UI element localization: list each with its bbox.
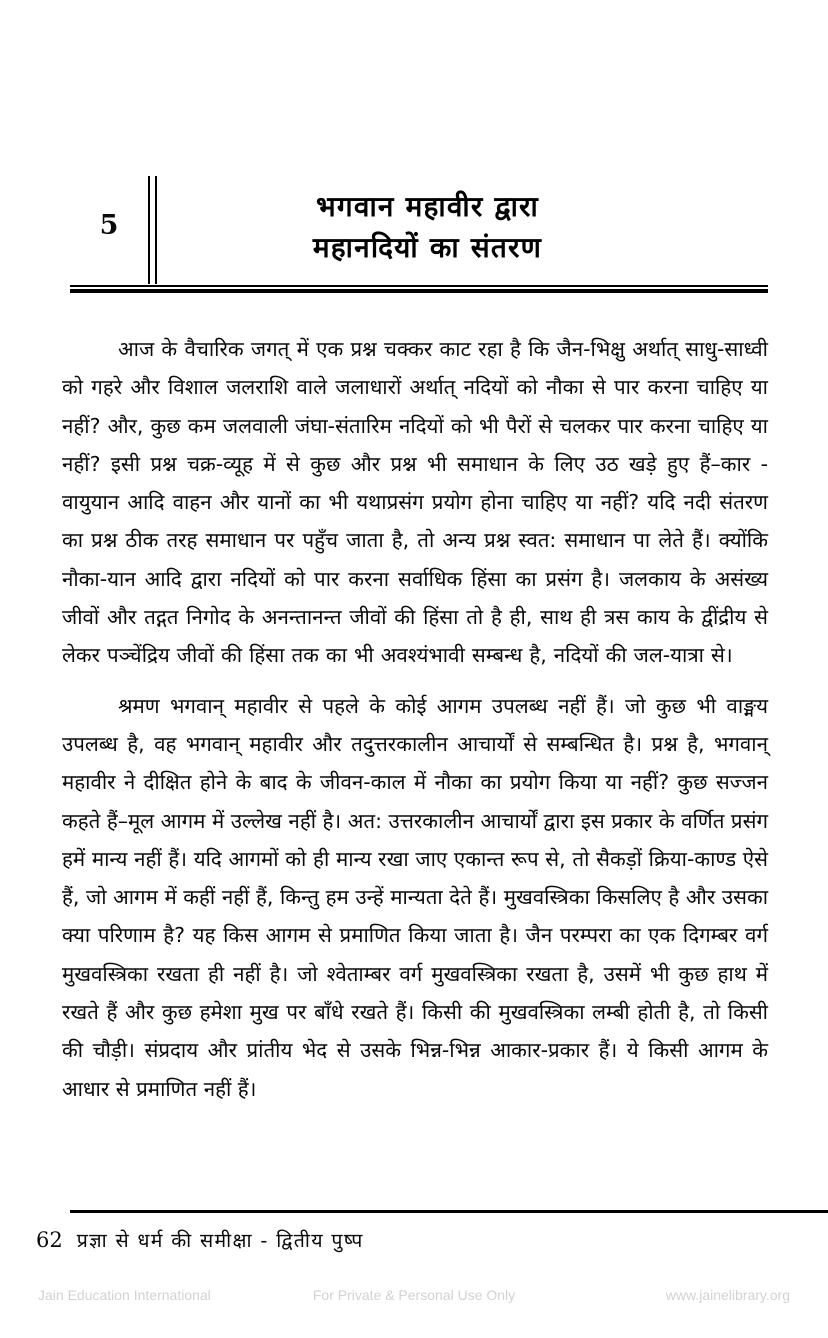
watermark-website[interactable]: www.jainelibrary.org — [665, 1287, 790, 1303]
footer-book-title: प्रज्ञा से धर्म की समीक्षा - द्वितीय पुष्प — [76, 1229, 364, 1252]
chapter-title-line-2: महानदियों का संतरण — [312, 231, 543, 264]
chapter-number: 5 — [99, 209, 119, 241]
watermark-organization: Jain Education International — [38, 1287, 211, 1303]
watermark-usage-notice: For Private & Personal Use Only — [312, 1287, 516, 1303]
chapter-header — [70, 172, 768, 284]
paragraph-2: श्रमण भगवान् महावीर से पहले के कोई आगम उपलब्ध नहीं हैं। जो कुछ भी वाङ्मय उपलब्ध है, वह भगवान् महावीर और तदुत्तरकालीन आचार्यों से सम्बन्धित है। प्रश्न है, भगवान् महावीर ने दीक्षित होने के बाद के जीवन-काल में नौका का प्रयोग किया या नहीं? कुछ सज्जन कहते हैं–मूल आगम में उल्लेख नहीं है। अत: उत्तरकालीन आचार्यों द्वारा इस प्रकार के वर्णित प्रसंग हमें मान्य नहीं हैं। यदि आगमों को ही मान्य रखा जाए एकान्त रूप से, तो सैकड़ों क्रिया-काण्ड ऐसे हैं, जो आगम में कहीं नहीं हैं, किन्तु हम उन्हें मान्यता देते हैं। मुखवस्त्रिका किसलिए है और उसका क्या परिणाम है? यह किस आगम से प्रमाणित किया जाता है। जैन परम्परा का एक दिगम्बर वर्ग मुखवस्त्रिका रखता ही नहीं है। जो श्वेताम्बर वर्ग मुखवस्त्रिका रखता है, उसमें भी कुछ हाथ में रखते हैं और कुछ हमेशा मुख पर बाँधे रखते हैं। किसी की मुखवस्त्रिका लम्बी होती है, तो किसी की चौड़ी। संप्रदाय और प्रांतीय भेद से उसके भिन्न-भिन्न आकार-प्रकार हैं। ये किसी आगम के आधार से प्रमाणित नहीं हैं। — [62, 693, 768, 1101]
body-text — [62, 330, 768, 1108]
footer-divider — [70, 1210, 828, 1213]
chapter-title-line-1: भगवान महावीर द्वारा — [316, 189, 539, 223]
chapter-title — [157, 172, 768, 284]
chapter-number-cell — [70, 172, 148, 284]
paragraph-1: आज के वैचारिक जगत् में एक प्रश्न चक्कर काट रहा है कि जैन-भिक्षु अर्थात् साधु-साध्वी को गहरे और विशाल जलराशि वाले जलाधारों अर्थात् नदियों को नौका से पार करना चाहिए या नहीं? और, कुछ कम जलवाली जंघा-संतारिम नदियों को भी पैरों से चलकर पार करना चाहिए या नहीं? इसी प्रश्न चक्र-व्यूह में से कुछ और प्रश्न भी समाधान के लिए उठ खड़े हुए हैं–कार - वायुयान आदि वाहन और यानों का भी यथाप्रसंग प्रयोग होना चाहिए या नहीं? यदि नदी संतरण का प्रश्न ठीक तरह समाधान पर पहुँच जाता है, तो अन्य प्रश्न स्वत: समाधान पा लेते हैं। क्योंकि नौका-यान आदि द्वारा नदियों को पार करना सर्वाधिक हिंसा का प्रसंग है। जलकाय के असंख्य जीवों और तद्गत निगोद के अनन्तानन्त जीवों की हिंसा तो है ही, साथ ही त्रस काय के द्वींद्रीय से लेकर पञ्चेंद्रिय जीवों की हिंसा तक का भी अवश्यंभावी सम्बन्ध है, नदियों की जल-यात्रा से। — [62, 337, 768, 668]
chapter-vertical-rule — [148, 176, 157, 284]
header-divider — [70, 285, 768, 293]
footer — [36, 1226, 736, 1253]
page-number: 62 — [36, 1228, 63, 1252]
header-divider-thick-line — [70, 289, 768, 293]
